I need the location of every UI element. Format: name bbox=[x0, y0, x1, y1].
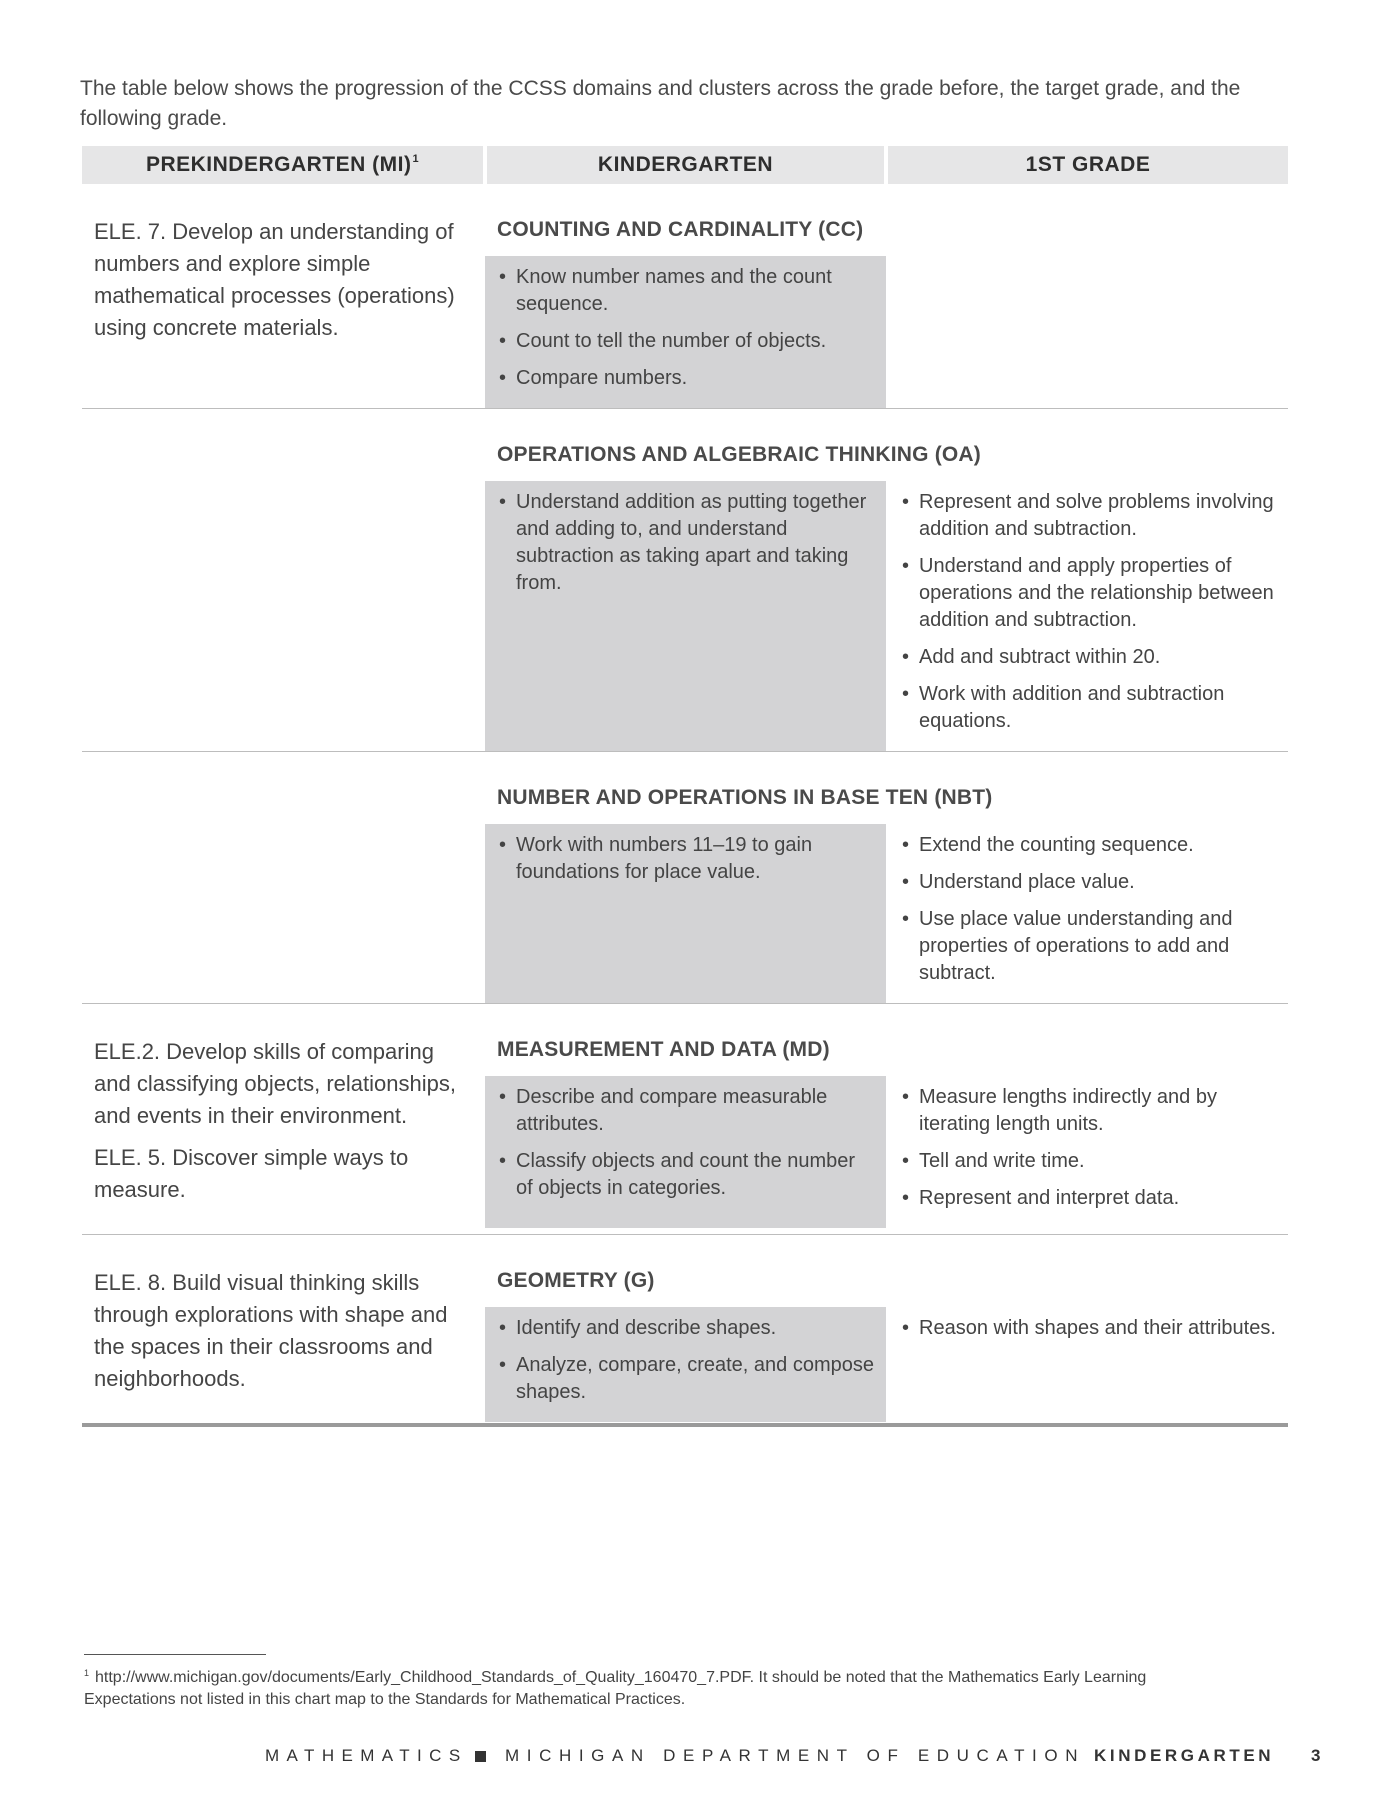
kindergarten-clusters bbox=[485, 1307, 886, 1422]
kindergarten-clusters bbox=[485, 256, 886, 408]
list-item: • Understand addition as putting together and adding to, and understand subtraction as taking apart and taking from. bbox=[497, 489, 874, 597]
first-grade-list bbox=[900, 1084, 1278, 1212]
prek-expectation: ELE.2. Develop skills of comparing and classifying objects, relationships, and events in their environment. bbox=[94, 1039, 456, 1128]
kindergarten-list bbox=[497, 264, 874, 392]
kindergarten-clusters bbox=[485, 481, 886, 751]
table-row bbox=[82, 1026, 1288, 1235]
spacer-cell bbox=[82, 752, 1288, 775]
first-grade-clusters bbox=[886, 481, 1288, 751]
list-item: • Understand and apply properties of operations and the relationship between addition and subtraction. bbox=[900, 553, 1278, 634]
first-grade-clusters bbox=[886, 256, 1288, 408]
first-grade-clusters bbox=[886, 1307, 1288, 1422]
first-grade-clusters bbox=[886, 824, 1288, 1003]
intro-paragraph: The table below shows the progression of the CCSS domains and clusters across the grade before, the target grade, and the following grade. bbox=[80, 77, 1241, 130]
domain-cell bbox=[485, 1257, 1288, 1425]
prek-expectation: ELE. 8. Build visual thinking skills through explorations with shape and the spaces in their classrooms and neighborhoods. bbox=[94, 1270, 448, 1391]
list-item: • Work with addition and subtraction equations. bbox=[900, 681, 1278, 735]
kindergarten-list bbox=[497, 832, 874, 886]
list-item: • Work with numbers 11–19 to gain foundations for place value. bbox=[497, 832, 874, 886]
domain-cell bbox=[485, 206, 1288, 409]
prek-expectation: ELE. 5. Discover simple ways to measure. bbox=[94, 1145, 409, 1202]
table-row bbox=[82, 431, 1288, 752]
footnote bbox=[84, 1662, 1184, 1711]
list-item: • Know number names and the count sequence. bbox=[497, 264, 874, 318]
cluster-grid bbox=[485, 824, 1288, 1003]
page-number: 3 bbox=[1311, 1746, 1321, 1765]
domain-heading: COUNTING AND CARDINALITY (CC) bbox=[497, 218, 864, 241]
list-item: • Represent and interpret data. bbox=[900, 1185, 1278, 1212]
cluster-grid bbox=[485, 1076, 1288, 1228]
first-grade-list bbox=[900, 832, 1278, 987]
cluster-grid bbox=[485, 481, 1288, 751]
row-spacer bbox=[82, 752, 1288, 775]
list-item: • Use place value understanding and properties of operations to add and subtract. bbox=[900, 906, 1278, 987]
row-spacer bbox=[82, 1004, 1288, 1027]
footer-grade: KINDERGARTEN bbox=[1094, 1746, 1275, 1765]
footnote-divider bbox=[84, 1654, 266, 1655]
prek-cell bbox=[82, 1257, 485, 1425]
header-first-grade: 1ST GRADE bbox=[886, 146, 1288, 184]
kindergarten-list bbox=[497, 1084, 874, 1202]
prek-cell bbox=[82, 206, 485, 409]
list-item: • Count to tell the number of objects. bbox=[497, 328, 874, 355]
list-item: • Analyze, compare, create, and compose shapes. bbox=[497, 1352, 874, 1406]
footnote-number: 1 bbox=[84, 1668, 90, 1678]
domain-heading: NUMBER AND OPERATIONS IN BASE TEN (NBT) bbox=[497, 786, 993, 809]
table-row bbox=[82, 774, 1288, 1004]
prek-expectation: ELE. 7. Develop an understanding of numbers and explore simple mathematical processes (operations) using concrete materials. bbox=[94, 219, 455, 340]
domain-cell bbox=[485, 431, 1288, 752]
spacer-cell bbox=[82, 184, 1288, 206]
domain-cell bbox=[485, 1026, 1288, 1235]
kindergarten-list bbox=[497, 1315, 874, 1406]
prek-cell bbox=[82, 431, 485, 752]
list-item: • Extend the counting sequence. bbox=[900, 832, 1278, 859]
row-spacer bbox=[82, 184, 1288, 206]
domain-heading: OPERATIONS AND ALGEBRAIC THINKING (OA) bbox=[497, 443, 981, 466]
list-item: • Tell and write time. bbox=[900, 1148, 1278, 1175]
row-spacer bbox=[82, 409, 1288, 432]
spacer-cell bbox=[82, 1235, 1288, 1258]
spacer-cell bbox=[82, 409, 1288, 432]
kindergarten-list bbox=[497, 489, 874, 597]
cluster-grid bbox=[485, 256, 1288, 408]
table-header-row bbox=[82, 146, 1288, 184]
footer-department: MICHIGAN DEPARTMENT OF EDUCATION bbox=[505, 1746, 1086, 1765]
header-prek-label: PREKINDERGARTEN (MI) bbox=[145, 153, 412, 176]
header-kindergarten: KINDERGARTEN bbox=[485, 146, 886, 184]
list-item: • Describe and compare measurable attributes. bbox=[497, 1084, 874, 1138]
domain-cell bbox=[485, 774, 1288, 1004]
spacer-cell bbox=[82, 1004, 1288, 1027]
list-item: • Understand place value. bbox=[900, 869, 1278, 896]
kindergarten-clusters bbox=[485, 1076, 886, 1228]
list-item: • Classify objects and count the number of objects in categories. bbox=[497, 1148, 874, 1202]
cluster-grid bbox=[485, 1307, 1288, 1422]
first-grade-list bbox=[900, 489, 1278, 735]
footnote-mark: 1 bbox=[412, 153, 420, 165]
table-row bbox=[82, 1257, 1288, 1425]
header-prekindergarten bbox=[82, 146, 485, 184]
list-item: • Represent and solve problems involving addition and subtraction. bbox=[900, 489, 1278, 543]
domain-heading: GEOMETRY (G) bbox=[497, 1269, 655, 1292]
prek-cell bbox=[82, 1026, 485, 1235]
list-item: • Measure lengths indirectly and by iterating length units. bbox=[900, 1084, 1278, 1138]
footer-subject: MATHEMATICS bbox=[265, 1746, 468, 1765]
footnote-text: http://www.michigan.gov/documents/Early_Childhood_Standards_of_Quality_160470_7.PDF. It should be noted that the Mathematics Early Learning Expectations not listed in this chart map to the Standards for Mathematical Practices. bbox=[84, 1669, 1147, 1708]
list-item: • Reason with shapes and their attributes. bbox=[900, 1315, 1278, 1342]
table-row bbox=[82, 206, 1288, 409]
kindergarten-clusters bbox=[485, 824, 886, 1003]
progression-table bbox=[82, 146, 1288, 1427]
domain-heading: MEASUREMENT AND DATA (MD) bbox=[497, 1038, 830, 1061]
list-item: • Compare numbers. bbox=[497, 365, 874, 392]
list-item: • Add and subtract within 20. bbox=[900, 644, 1278, 671]
first-grade-list bbox=[900, 1315, 1278, 1342]
first-grade-clusters bbox=[886, 1076, 1288, 1228]
row-spacer bbox=[82, 1235, 1288, 1258]
list-item: • Identify and describe shapes. bbox=[497, 1315, 874, 1342]
footer-square-bullet bbox=[475, 1751, 486, 1762]
prek-cell bbox=[82, 774, 485, 1004]
